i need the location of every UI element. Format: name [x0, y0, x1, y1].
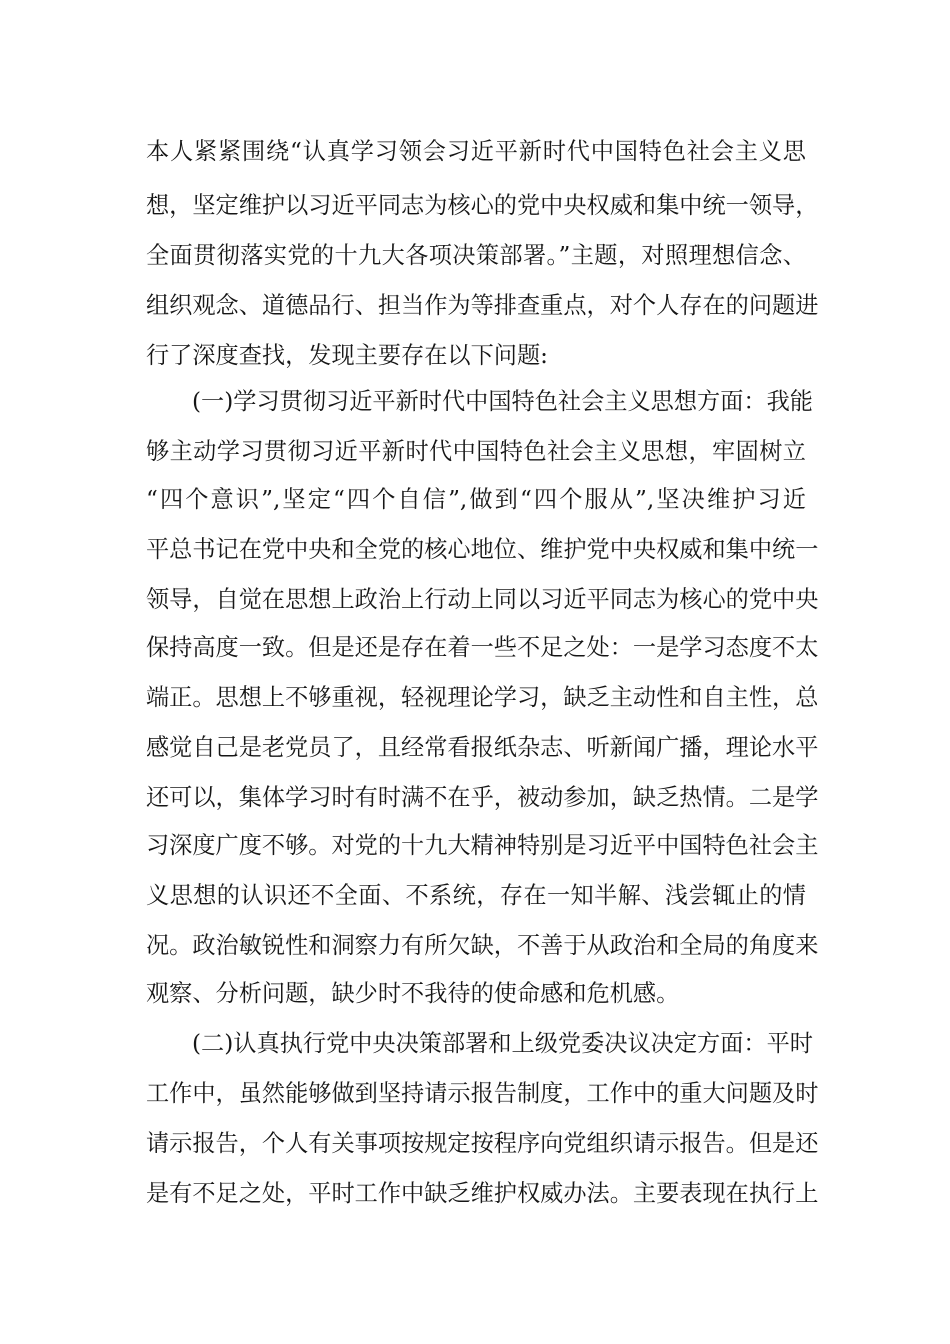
- text-line: 况。政治敏锐性和洞察力有所欠缺，不善于从政治和全局的角度来: [146, 932, 819, 959]
- text-line: 观察、分析问题，缺少时不我待的使命感和危机感。: [146, 980, 680, 1007]
- text-line: 还可以，集体学习时有时满不在乎，被动参加，缺乏热情。二是学: [146, 784, 819, 811]
- text-line: 请示报告，个人有关事项按规定按程序向党组织请示报告。但是还: [146, 1130, 819, 1157]
- text-line: 端正。思想上不够重视，轻视理论学习，缺乏主动性和自主性，总: [146, 684, 819, 711]
- text-line: 是有不足之处，平时工作中缺乏维护权威办法。主要表现在执行上: [146, 1180, 819, 1207]
- text-line: 够主动学习贯彻习近平新时代中国特色社会主义思想，牢固树立: [146, 438, 806, 465]
- text-line: 义思想的认识还不全面、不系统，存在一知半解、浅尝辄止的情: [146, 882, 806, 909]
- text-line: 感觉自己是老党员了，且经常看报纸杂志、听新闻广播，理论水平: [146, 734, 819, 761]
- text-line: 组织观念、道德品行、担当作为等排查重点，对个人存在的问题进: [146, 292, 819, 319]
- text-line: 想，坚定维护以习近平同志为核心的党中央权威和集中统一领导，: [146, 192, 819, 219]
- text-line: 平总书记在党中央和全党的核心地位、维护党中央权威和集中统一: [146, 536, 819, 563]
- text-line: “四个意识”,坚定“四个自信”,做到“四个服从”,坚决维护习近: [146, 486, 806, 513]
- text-line: 本人紧紧围绕“认真学习领会习近平新时代中国特色社会主义思: [146, 138, 806, 165]
- paragraph-heading-line: (二)认真执行党中央决策部署和上级党委决议决定方面：平时: [192, 1030, 813, 1057]
- paragraph-heading-line: (一)学习贯彻习近平新时代中国特色社会主义思想方面：我能: [192, 388, 813, 415]
- text-line: 工作中，虽然能够做到坚持请示报告制度，工作中的重大问题及时: [146, 1080, 819, 1107]
- text-line: 全面贯彻落实党的十九大各项决策部署。”主题，对照理想信念、: [146, 242, 806, 269]
- text-line: 行了深度查找，发现主要存在以下问题:: [146, 342, 548, 369]
- text-line: 保持高度一致。但是还是存在着一些不足之处：一是学习态度不太: [146, 634, 819, 661]
- text-line: 习深度广度不够。对党的十九大精神特别是习近平中国特色社会主: [146, 832, 819, 859]
- text-line: 领导，自觉在思想上政治上行动上同以习近平同志为核心的党中央: [146, 586, 819, 613]
